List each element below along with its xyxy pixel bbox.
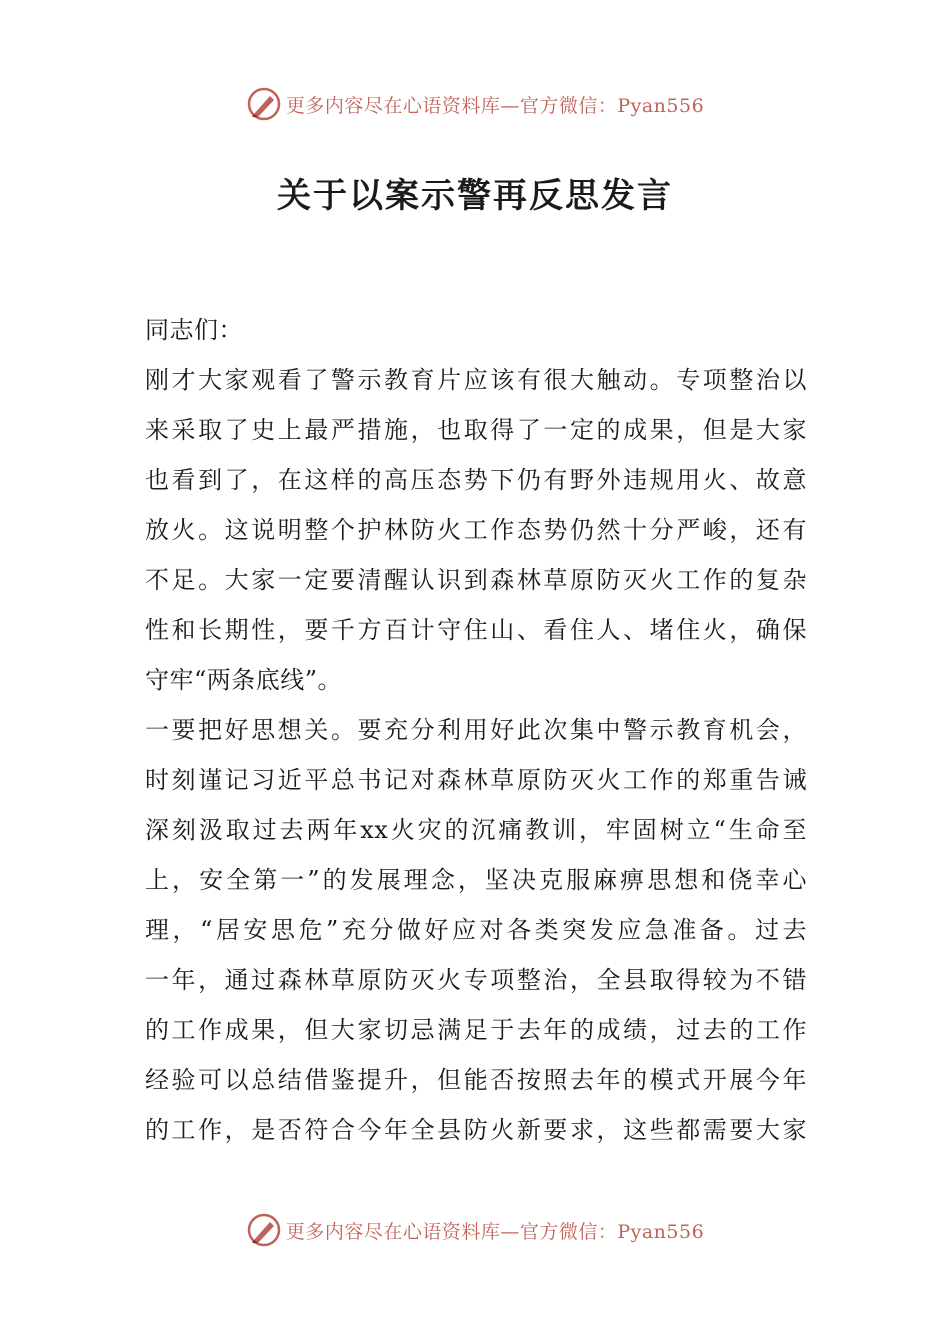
- footer-banner-text: 更多内容尽在心语资料库—官方微信：Pyan556: [285, 1220, 705, 1243]
- text-line: 经验可以总结借鉴提升，但能否按照去年的模式开展今年: [145, 1066, 807, 1094]
- text-line: 时刻谨记习近平总书记对森林草原防灭火工作的郑重告诫: [145, 766, 807, 794]
- text-line: 上，安全第一”的发展理念，坚决克服麻痹思想和侥幸心: [145, 866, 807, 894]
- text-line: 性和长期性，要千方百计守住山、看住人、堵住火，确保: [145, 616, 807, 644]
- text-line: 一年，通过森林草原防灭火专项整治，全县取得较为不错: [145, 966, 807, 994]
- text-line: 的工作成果，但大家切忌满足于去年的成绩，过去的工作: [145, 1016, 807, 1044]
- header-banner-text: 更多内容尽在心语资料库—官方微信：Pyan556: [285, 94, 705, 117]
- text-line: 一要把好思想关。要充分利用好此次集中警示教育机会，: [145, 716, 807, 744]
- salutation: 同志们：: [145, 316, 243, 344]
- header-banner: [0, 84, 950, 124]
- text-line: 守牢“两条底线”。: [145, 666, 343, 694]
- text-line: 也看到了，在这样的高压态势下仍有野外违规用火、故意: [145, 466, 807, 494]
- document-body: [145, 305, 807, 1155]
- text-line: 来采取了史上最严措施，也取得了一定的成果，但是大家: [145, 416, 807, 444]
- text-line: 的工作，是否符合今年全县防火新要求，这些都需要大家: [145, 1116, 807, 1144]
- document-title: 关于以案示警再反思发言: [277, 176, 673, 216]
- text-line: 不足。大家一定要清醒认识到森林草原防灭火工作的复杂: [145, 566, 807, 594]
- text-line: 刚才大家观看了警示教育片应该有很大触动。专项整治以: [145, 366, 807, 394]
- footer-banner: [0, 1210, 950, 1250]
- text-line: 理，“居安思危”充分做好应对各类突发应急准备。过去: [145, 916, 807, 944]
- pen-logo-icon: [246, 1212, 282, 1248]
- text-line: 放火。这说明整个护林防火工作态势仍然十分严峻，还有: [145, 516, 807, 544]
- pen-logo-icon: [246, 86, 282, 122]
- text-line: 深刻汲取过去两年xx火灾的沉痛教训，牢固树立“生命至: [145, 816, 807, 844]
